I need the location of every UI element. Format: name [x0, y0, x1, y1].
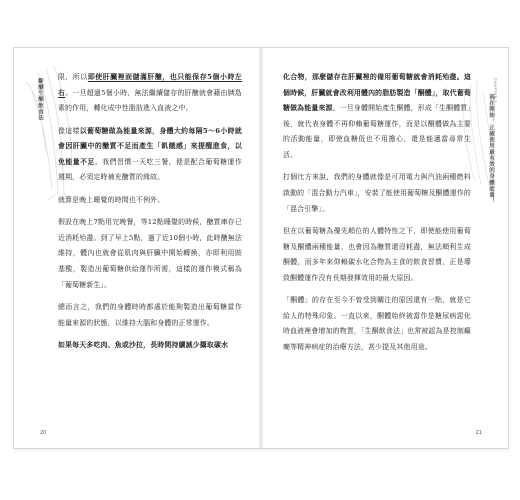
body-paragraph: [58, 70, 242, 117]
body-paragraph: [58, 215, 242, 293]
book-spread: [14, 48, 508, 448]
body-paragraph: [283, 224, 471, 286]
right-running-title: 現在開始，正確使用最有效的身體能量！: [488, 94, 494, 204]
body-text: 假設在晚上7點用完晚餐，等12點睡覺的時候，醣質庫存已近消耗殆盡。到了早上5點，過了近10個小時，此時醣無法維持，體內也就會從肌肉與肝臟中開始轉換，亦即利用胺基酸，製造出葡萄糖供給運作所需，這樣的運作模式稱為「葡萄糖新生」。: [58, 218, 242, 289]
left-running-title: 斷醣生酮飲食法: [37, 78, 43, 121]
emphasized-text: 化合物，那麼儲存在肝臟裡的備用葡萄糖就會消耗殆盡。這個時候，肝臟就會改利用體內的脂肪製造「酮體」，取代葡萄糖做為能量來源: [283, 73, 471, 113]
right-page: [261, 48, 508, 448]
body-text: 但在以葡萄糖為優先順位的人體特性之下，即使能使用葡萄糖及酮體兩種能量，也會因為醣質還沒耗盡，無法順利生成酮體，而多年來仰賴碳水化合物為主食的飲食習慣，正是導致酮體運作沒有長期發揮效用的最大原因。: [283, 226, 471, 282]
body-text: 總而言之，我們的身體時時都處於能夠製造出葡萄糖當作能量來源的狀態，以維持大腦和身體的正常運作。: [58, 302, 242, 327]
body-paragraph: [283, 293, 471, 355]
body-text: 。一旦身體開始產生酮體，形成「生酮體質」後，就代表身體不再仰賴葡萄糖運作，而是以酮體做為主要的活動能量，即使血糖低也不用擔心，還是能適當尋常生活。: [283, 104, 472, 159]
left-page-number: 20: [40, 430, 47, 436]
body-text: 「酮體」的存在至今不曾受到關注的原因還有一點，就是它給人的特殊印象。一直以來，酮體始終被當作是糖尿病惡化時血液裡會增加的物質，「生酮飲食法」也常被認為是控制癲癇等精神病症的治療方法，甚少提及其他用途。: [283, 296, 471, 351]
body-paragraph: [58, 338, 242, 354]
left-body-text: [58, 70, 242, 360]
emphasized-text: 如果每天多吃肉、魚或沙拉，長時間持續減少攝取碳水: [58, 340, 229, 349]
right-page-number: 21: [475, 430, 482, 436]
body-paragraph: [58, 300, 242, 331]
emphasized-text: 即使肝臟裡面儲滿肝醣，也只能保存5個小時左右: [58, 73, 242, 97]
body-paragraph: [58, 124, 242, 186]
left-page: [14, 48, 261, 448]
body-text: 。一旦超過5個小時，無法繼續儲存的肝醣就會藉由胰島素的作用，轉化成中性脂肪進入血液之中。: [58, 88, 242, 113]
body-text: 就算是晚上睡覺的時間也不例外。: [58, 195, 165, 204]
body-paragraph: [283, 70, 471, 164]
body-text: 限，所以: [58, 73, 88, 81]
body-text: 像這樣: [58, 126, 80, 135]
body-paragraph: [58, 193, 242, 209]
body-text: 。我們習慣一天吃三餐，便是配合葡萄糖運作週期，必須定時補充醣質的緣故。: [58, 157, 243, 182]
emphasized-text: 以葡萄糖做為能量來源，身體大約每隔5～6小時就會因肝臟中的醣質不足而產生「飢餓感」來提醒進食，以免能量不足: [58, 126, 242, 166]
chapter-tag: CHAPTER 1: [493, 78, 497, 104]
body-paragraph: [283, 170, 471, 217]
right-body-text: [283, 70, 471, 362]
body-text: 打個比方來說，我們的身體就像是可用電力與汽油兩種燃料啟動的「混合動力汽車」，安裝了能使用葡萄糖及酮體運作的「混合引擎」。: [283, 173, 471, 213]
